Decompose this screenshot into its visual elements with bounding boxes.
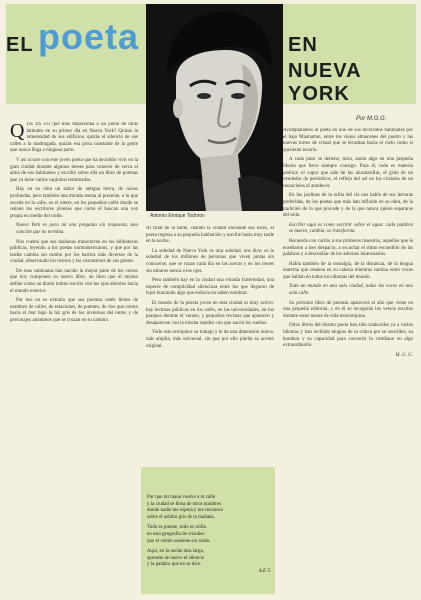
paragraph: Otros libros del mismo poeta han sido traducidos ya a varios idiomas y han recibido elogios de la crítica por su sencillez, su hondura y su capacidad para convertir lo cotidiano en algo extraordinario. bbox=[283, 323, 413, 349]
photo-caption: Antonio Enrique Todorov bbox=[150, 213, 205, 219]
article-signature: M. G. G. bbox=[395, 352, 413, 358]
article-column-1 bbox=[10, 122, 138, 594]
pull-quote: Escribir aquí es como escribir sobre el agua: cada palabra se mueve, cambia, se transforma. bbox=[289, 222, 413, 235]
poem-line: sobre el asfalto gris de la mañana. bbox=[147, 514, 215, 520]
paragraph: Recuerda con cariño a sus primeros maestros, aquellos que le enseñaron a leer despacio, a escuchar el ritmo escondido de las palabras y a desconfiar de los adornos innecesarios. bbox=[283, 238, 413, 258]
poem-line: y la ciudad se llena de otros nombres bbox=[147, 501, 222, 507]
poem-line: aprendo de nuevo el silencio bbox=[147, 555, 205, 561]
poem-text bbox=[147, 495, 271, 576]
title-word-poeta: poeta bbox=[38, 16, 140, 57]
paragraph: Al final de la tarde, cuando la ciudad enciende sus luces, el poeta regresa a su pequeña habitación y escribe hasta muy tarde en la noche. bbox=[146, 226, 274, 245]
paragraph: UE ES LO que más impresiona a un poeta de otras latitudes en su primer día en Nueva York? Quizás la inmensidad de sus edificios, quizás el silencio de sus calles a la madrugada, quizás esa prisa constante de la gente que nunca llega a ninguna parte. bbox=[10, 122, 138, 154]
pull-quote: Todo un mundo en una sola ciudad, todas las voces en una sola calle. bbox=[289, 284, 413, 297]
paragraph: Y así ocurre con este joven poeta que ha decidido vivir en la gran ciudad durante algunos meses para conocer de cerca el alma de sus habitantes y escribir sobre ella un libro de poemas que ya tiene varios capítulos terminados. bbox=[10, 157, 138, 183]
title-word-el: EL bbox=[6, 34, 34, 56]
title-word-nueva-york: NUEVA YORK bbox=[288, 60, 361, 105]
byline: Por M.G.G. bbox=[356, 116, 387, 122]
paragraph: Nos cuenta que sus mañanas transcurren en las bibliotecas públicas, leyendo a los poetas norteamericanos, y que por las tardes camina sin rumbo por los barrios más diversos de la ciudad, observando los rostros y las costumbres de sus gentes. bbox=[10, 239, 138, 265]
pull-quote: Nueva York es para mí una pregunta sin respuesta, una canción que no termina. bbox=[16, 223, 138, 235]
article-column-2 bbox=[146, 226, 274, 456]
poem-line: Aquí, en la noche más larga, bbox=[147, 549, 204, 555]
paragraph: Habla también de la nostalgia, de la distancia, de la lengua materna que resuena en su cabeza mientras camina entre voces que hablan en todos los idiomas del mundo. bbox=[283, 261, 413, 280]
poem-line: en esta geografía de cristales bbox=[147, 531, 205, 537]
article-column-3 bbox=[283, 128, 413, 594]
poet-portrait-photo bbox=[146, 4, 283, 211]
title-word-en: EN bbox=[288, 34, 318, 56]
poem-line: Por que mi mano vuelve a tu calle bbox=[147, 495, 216, 500]
portrait-illustration bbox=[146, 4, 283, 211]
paragraph: La soledad de Nueva York es otra soledad, nos dice; es la soledad de los millones de personas que viven juntas sin conocerse, que se rozan cada día en las aceras y en los trenes sin mirarse nunca a los ojos. bbox=[146, 248, 274, 274]
paragraph: El mundo de la poesía joven en esta ciudad es muy activo: hay lecturas públicas en los cafés, en las universidades, en los parques durante el verano, y pequeñas revistas que aparecen y desaparecen con la misma rapidez con que nacen los sueños. bbox=[146, 300, 274, 326]
poem-line: y la palabra que no se dice. bbox=[147, 562, 202, 568]
poem-line: donde nadie me espera y me reconoce bbox=[147, 508, 224, 514]
poem-box bbox=[141, 467, 275, 594]
paragraph: Hay en su obra un sabor de antigua tierra, de raíces profundas, pero también una mirada atenta al presente, a lo que sucede en la calle, en el metro, en los pequeños cafés donde se reúnen los escritores jóvenes que como él buscan una voz propia en medio del ruido. bbox=[10, 187, 138, 219]
poem-signature: A.E.T. bbox=[258, 568, 271, 574]
paragraph: A cada paso se detiene, mira, anota algo en una pequeña libreta que lleva siempre consigo. Para él, todo es materia poética: el vapor que sale de las alcantarillas, el grito de un vendedor de periódicos, el reflejo del sol en los cristales de un rascacielos al atardecer. bbox=[283, 157, 413, 189]
paragraph: Por eso no es extraño que sus poemas estén llenos de nombres de calles, de estaciones, de puentes, de ríos que corren hacia el mar bajo la luz gris de los inviernos del norte, y de personajes anónimos que se cruzan en su camino. bbox=[10, 298, 138, 324]
paragraph: Su próximo libro de poemas aparecerá el año que viene en una pequeña editorial, y en él se recogerán los versos escritos durante estos meses de vida neoyorquina. bbox=[283, 300, 413, 319]
paragraph: Pero también hay en la ciudad una extraña fraternidad, una especie de complicidad silenciosa entre los que llegaron de lejos buscando algo que todavía no saben nombrar. bbox=[146, 278, 274, 297]
paragraph: Acompañamos al poeta en uno de sus recorridos habituales por el bajo Manhattan, entre los viejos almacenes del puerto y las nuevas torres de cristal que se levantan hacia el cielo como si quisieran tocarlo. bbox=[283, 128, 413, 153]
paragraph: De esas caminatas han nacido la mayor parte de los versos que hoy componen su nuevo libro, un libro que él mismo define como un diario íntimo escrito con los ojos abiertos hacia el mundo exterior. bbox=[10, 268, 138, 294]
poem-line: que el viento sostiene sin ruido. bbox=[147, 538, 211, 544]
drop-cap: Q bbox=[10, 122, 25, 142]
poem-line: Todo es puente, todo es orilla bbox=[147, 525, 206, 531]
paragraph: En los jardines de la orilla del río nos habla de sus lecturas preferidas, de los poetas que más han influido en su obra, de la tradición de la que procede y de la que nunca quiere separarse del todo. bbox=[283, 193, 413, 219]
paragraph: Todo esto enriquece su trabajo y le da una dimensión nueva, más amplia, más universal, sin que por ello pierda su acento original. bbox=[146, 330, 274, 349]
